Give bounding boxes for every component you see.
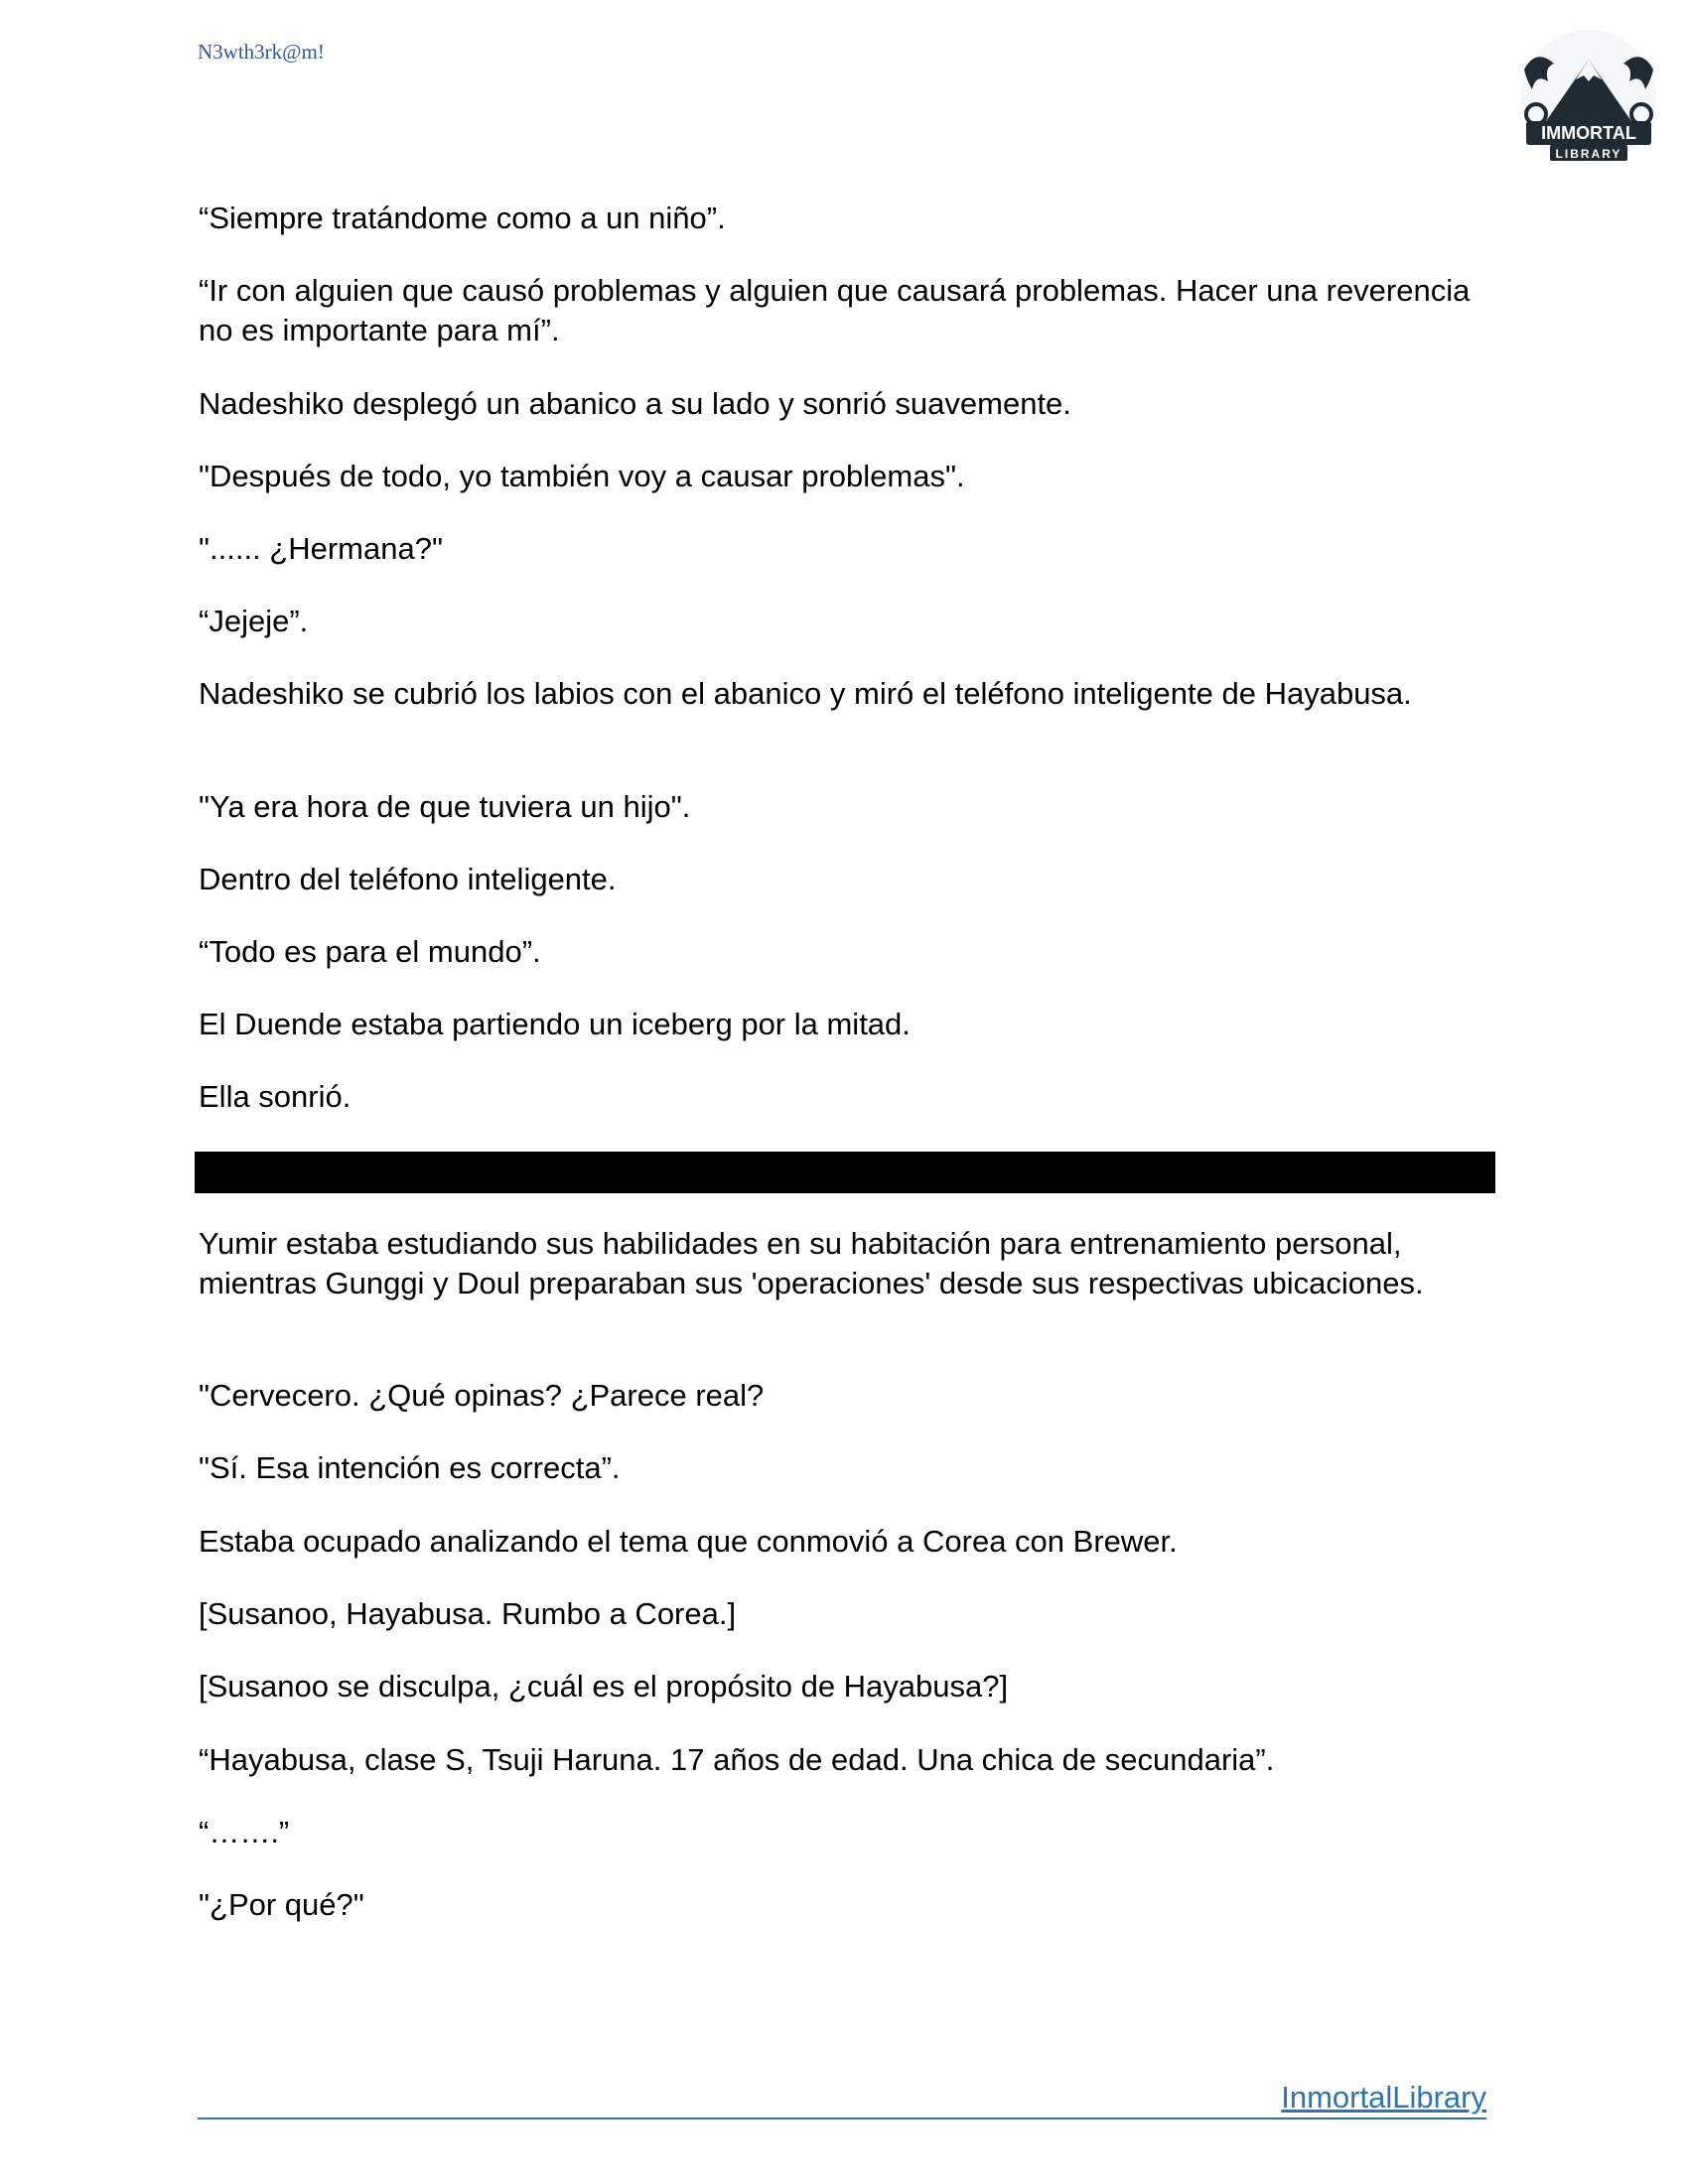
paragraph: "Después de todo, yo también voy a causar problemas". <box>199 459 965 493</box>
paragraph: Estaba ocupado analizando el tema que conmovió a Corea con Brewer. <box>199 1524 1178 1559</box>
header-text: N3wth3rk@m! <box>198 40 325 64</box>
paragraph: Yumir estaba estudiando sus habilidades en su habitación para entrenamiento personal, mientras Gunggi y Doul preparaban sus 'operaciones' desde sus respectivas ubicaciones. <box>199 1226 1424 1300</box>
immortal-library-logo <box>1514 30 1663 169</box>
paragraph: “Siempre tratándome como a un niño”. <box>199 201 726 235</box>
paragraph: [Susanoo, Hayabusa. Rumbo a Corea.] <box>199 1596 737 1631</box>
paragraph: “Ir con alguien que causó problemas y alguien que causará problemas. Hacer una reverencia no es importante para mí”. <box>199 273 1471 347</box>
paragraph: "...... ¿Hermana?" <box>199 531 443 566</box>
paragraph: "Cervecero. ¿Qué opinas? ¿Parece real? <box>199 1378 765 1413</box>
paragraph: "Ya era hora de que tuviera un hijo". <box>199 789 691 824</box>
footer-rule <box>198 2117 1486 2119</box>
paragraph: Dentro del teléfono inteligente. <box>199 862 617 896</box>
section-divider <box>195 1152 1495 1193</box>
paragraph: [Susanoo se disculpa, ¿cuál es el propósito de Hayabusa?] <box>199 1669 1009 1704</box>
paragraph: Nadeshiko desplegó un abanico a su lado y sonrió suavemente. <box>199 386 1071 421</box>
footer-link[interactable]: InmortalLibrary <box>1281 2080 1486 2115</box>
paragraph: Ella sonrió. <box>199 1079 352 1114</box>
paragraph: “Todo es para el mundo”. <box>199 934 541 969</box>
paragraph: “…….” <box>199 1815 290 1849</box>
paragraph: "Sí. Esa intención es correcta”. <box>199 1450 621 1485</box>
logo-line2: LIBRARY <box>1555 147 1622 161</box>
paragraph: "¿Por qué?" <box>199 1887 364 1922</box>
paragraph: “Hayabusa, clase S, Tsuji Haruna. 17 años de edad. Una chica de secundaria”. <box>199 1742 1275 1777</box>
logo-line1: IMMORTAL <box>1541 123 1636 143</box>
paragraph: El Duende estaba partiendo un iceberg por la mitad. <box>199 1007 911 1041</box>
paragraph: “Jejeje”. <box>199 604 309 638</box>
paragraph: Nadeshiko se cubrió los labios con el abanico y miró el teléfono inteligente de Hayabusa. <box>199 676 1412 711</box>
